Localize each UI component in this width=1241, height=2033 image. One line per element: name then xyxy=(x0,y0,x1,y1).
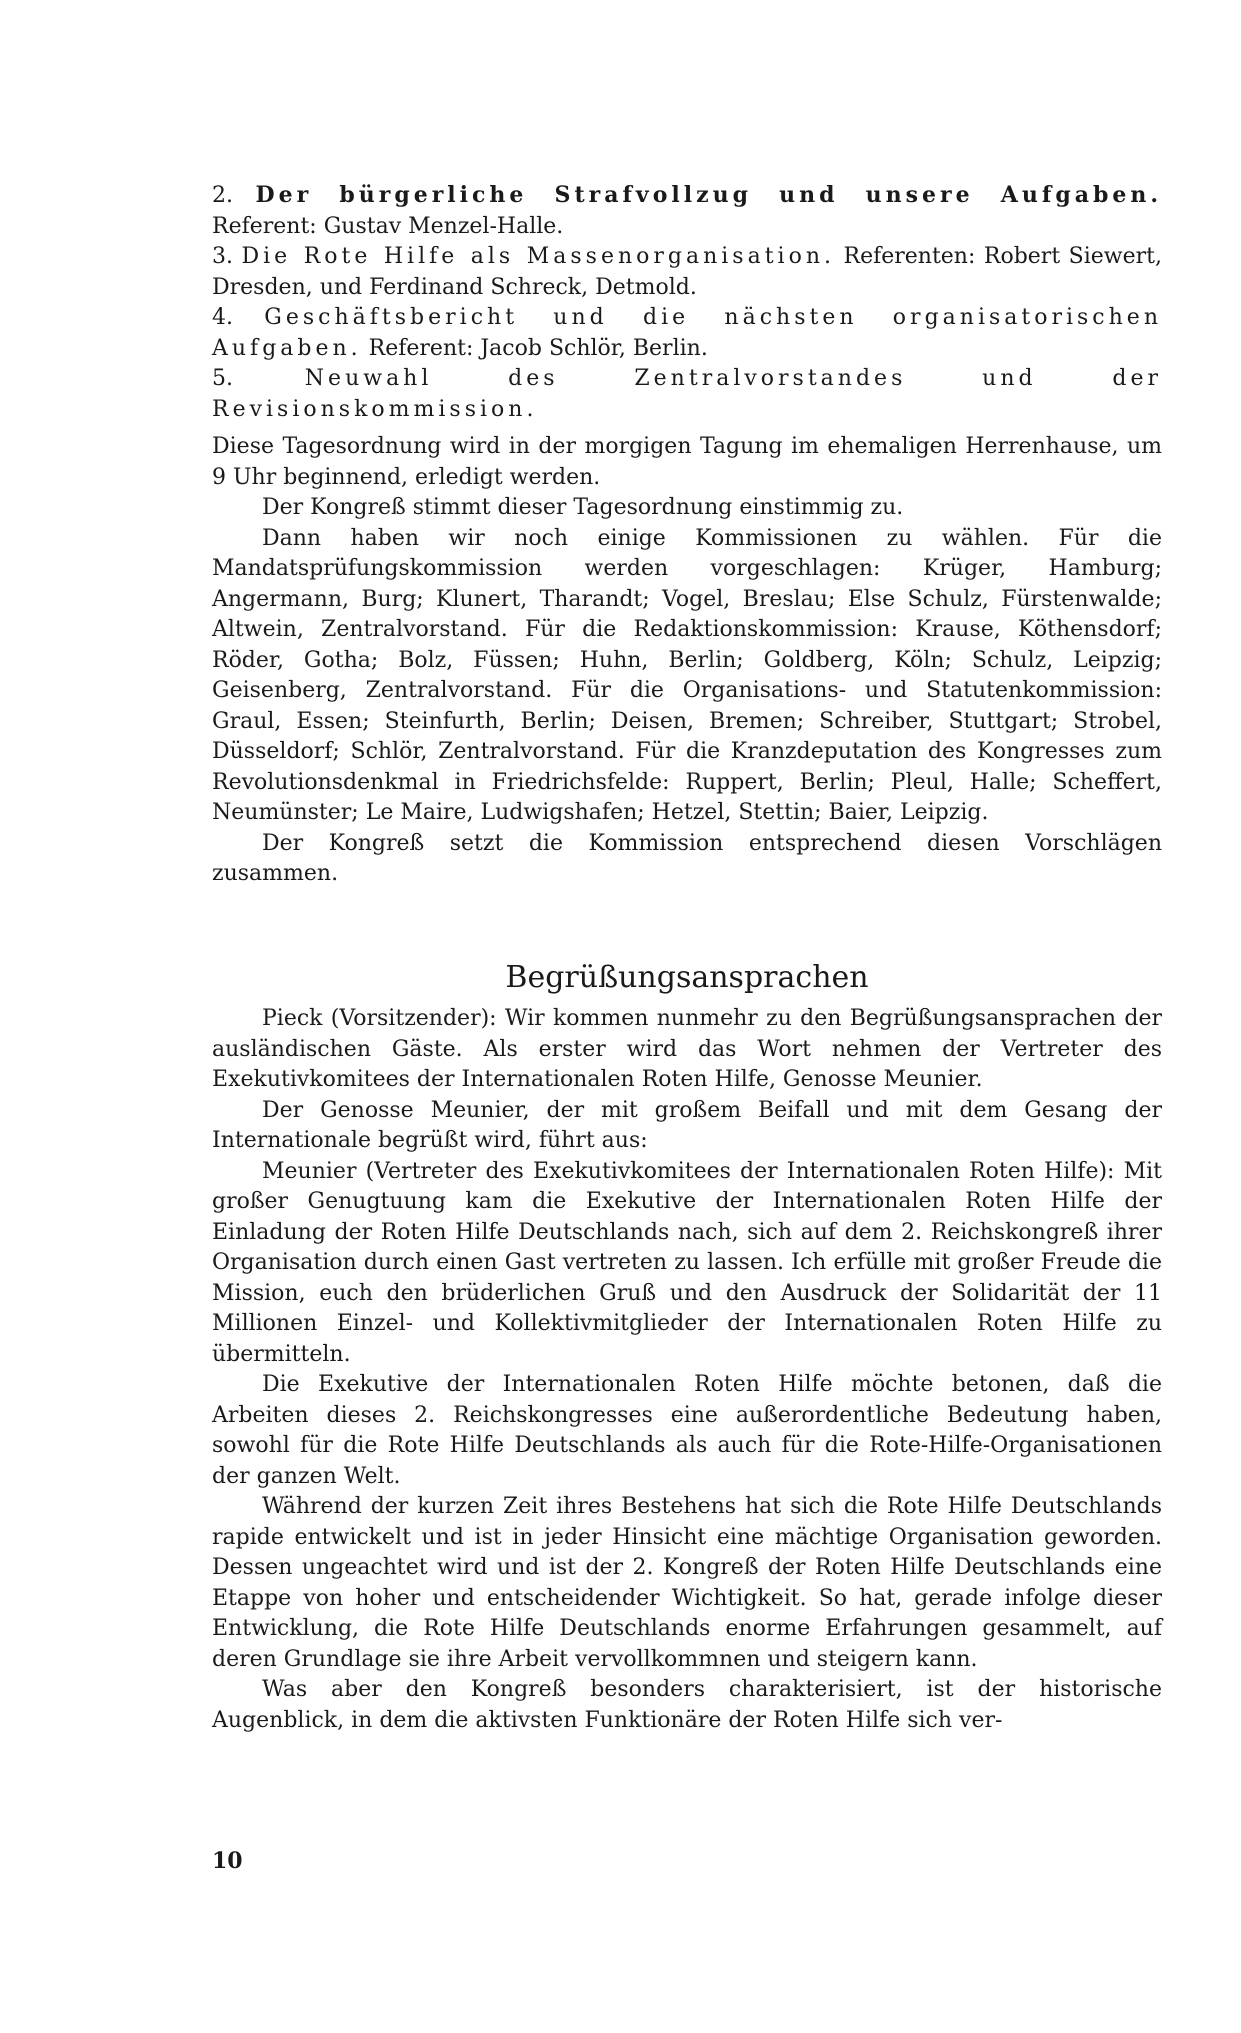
agenda-item-referent: Referent: Jacob Schlör, Berlin. xyxy=(361,335,708,361)
paragraph: Die Exekutive der Internationalen Roten Hilfe möchte betonen, daß die Arbeiten dieses 2. Reichskongresses eine außerordentliche Bedeutung haben, sowohl für die Rote Hilfe Deutschlands als auch für die Rote-Hilfe-Organisationen der ganzen Welt. xyxy=(212,1372,1162,1489)
agenda-list xyxy=(212,180,1162,425)
agenda-item-title: Geschäftsbericht und die nächsten organisatorischen Aufgaben. xyxy=(212,305,1162,361)
paragraph: Was aber den Kongreß besonders charakterisiert, ist der historische Augenblick, in dem die aktivsten Funktionäre der Roten Hilfe sich ver- xyxy=(212,1677,1162,1733)
agenda-item xyxy=(212,242,1162,303)
agenda-item-title: Der bürgerliche Strafvollzug und unsere Aufgaben. xyxy=(255,182,1162,208)
paragraph: Meunier (Vertreter des Exekutivkomitees der Internationalen Roten Hilfe): Mit großer Genugtuung kam die Exekutive der Internationalen Roten Hilfe der Einladung der Roten Hilfe Deutschlands nach, sich auf dem 2. Reichskongreß ihrer Organisation durch einen Gast vertreten zu lassen. Ich erfülle mit großer Freude die Mission, euch den brüderlichen Gruß und den Ausdruck der Solidarität der 11 Millionen Einzel- und Kollektivmitglieder der Internationalen Roten Hilfe zu übermitteln. xyxy=(212,1158,1162,1367)
paragraph: Der Kongreß stimmt dieser Tagesordnung einstimmig zu. xyxy=(262,495,904,520)
paragraph: Dann haben wir noch einige Kommissionen zu wählen. Für die Mandatsprüfungskommission werden vorgeschlagen: Krüger, Hamburg; Angermann, Burg; Klunert, Tharandt; Vogel, Breslau; Else Schulz, Fürstenwalde; Altwein, Zentralvorstand. Für die Redaktionskommission: Krause, Köthensdorf; Röder, Gotha; Bolz, Füssen; Huhn, Berlin; Goldberg, Köln; Schulz, Leipzig; Geisenberg, Zentralvorstand. Für die Organisations- und Statutenkommission: Graul, Essen; Steinfurth, Berlin; Deisen, Bremen; Schreiber, Stuttgart; Strobel, Düsseldorf; Schlör, Zentralvorstand. Für die Kranzdeputation des Kongresses zum Revolutionsdenkmal in Friedrichsfelde: Ruppert, Berlin; Pleul, Halle; Scheffert, Neumünster; Le Maire, Ludwigshafen; Hetzel, Stettin; Baier, Leipzig. xyxy=(212,525,1162,825)
agenda-item-title: Neuwahl des Zentralvorstandes und der Revisionskommission. xyxy=(212,366,1162,422)
agenda-item-referent: Referenten: Robert Siewert, Dresden, und Ferdinand Schreck, Detmold. xyxy=(212,244,1162,300)
greetings-section xyxy=(212,1004,1162,1736)
section-heading: Begrüßungsansprachen xyxy=(505,960,869,995)
paragraph: Der Kongreß setzt die Kommission entsprechend diesen Vorschlägen zusammen. xyxy=(212,830,1162,886)
paragraph: Diese Tagesordnung wird in der morgigen Tagung im ehemaligen Herrenhause, um 9 Uhr beginnend, erledigt werden. xyxy=(212,434,1162,490)
agenda-item-referent: Referent: Gustav Menzel-Halle. xyxy=(212,213,564,239)
agenda-item-title: Die Rote Hilfe als Massenorganisation. xyxy=(241,244,835,269)
agenda-item-number: 4. xyxy=(212,305,233,330)
paragraph: Der Genosse Meunier, der mit großem Beifall und mit dem Gesang der Internationale begrüßt wird, führt aus: xyxy=(212,1097,1162,1153)
agenda-item-number: 2. xyxy=(212,183,233,208)
agenda-item xyxy=(212,180,1162,242)
agenda-item-number: 5. xyxy=(212,366,233,391)
paragraph: Pieck (Vorsitzender): Wir kommen nunmehr zu den Begrüßungsansprachen der ausländischen Gäste. Als erster wird das Wort nehmen der Vertreter des Exekutivkomitees der Internationalen Roten Hilfe, Genosse Meunier. xyxy=(212,1006,1162,1092)
agenda-item xyxy=(212,364,1162,425)
agenda-item xyxy=(212,303,1162,364)
page-number: 10 xyxy=(212,1848,243,1874)
agenda-item-number: 3. xyxy=(212,244,233,269)
commission-section xyxy=(212,432,1162,890)
paragraph: Während der kurzen Zeit ihres Bestehens hat sich die Rote Hilfe Deutschlands rapide entwickelt und ist in jeder Hinsicht eine mächtige Organisation geworden. Dessen ungeachtet wird und ist der 2. Kongreß der Roten Hilfe Deutschlands eine Etappe von hoher und entscheidender Wichtigkeit. So hat, gerade infolge dieser Entwicklung, die Rote Hilfe Deutschlands enorme Erfahrungen gesammelt, auf deren Grundlage sie ihre Arbeit vervollkommnen und steigern kann. xyxy=(212,1494,1162,1672)
